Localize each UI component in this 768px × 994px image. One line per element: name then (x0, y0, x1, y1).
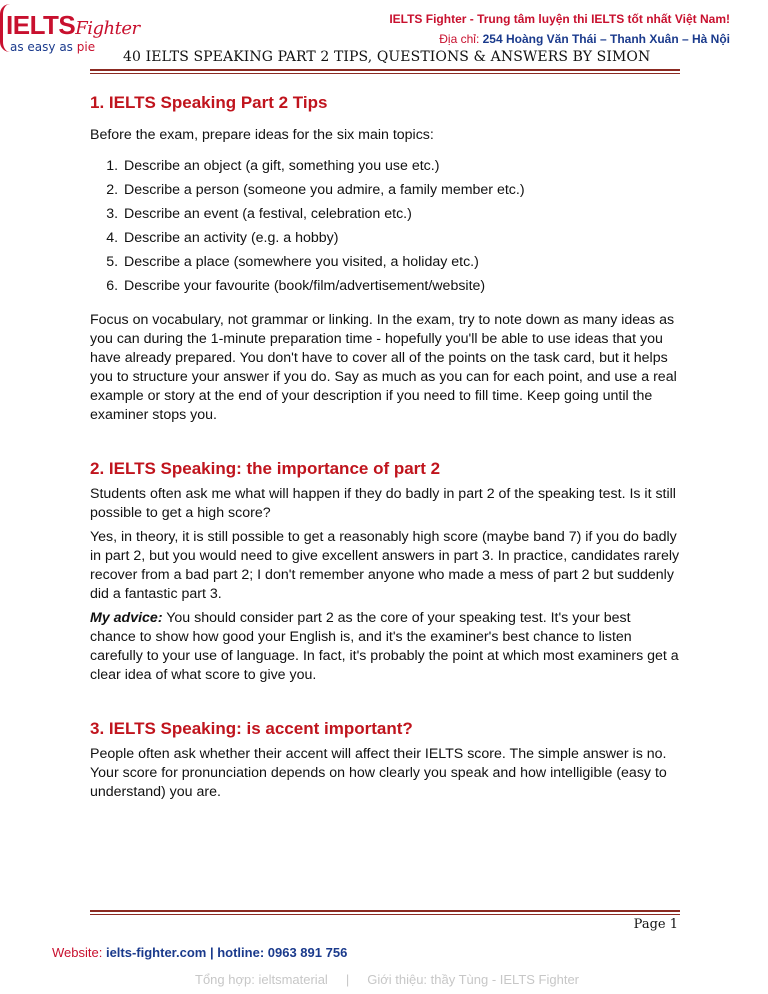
document-title: 40 IELTS SPEAKING PART 2 TIPS, QUESTIONS & ANSWERS BY SIMON (123, 49, 651, 65)
footer-contact: Website: ielts-fighter.com | hotline: 0963 891 756 (52, 945, 348, 960)
header-slogan: IELTS Fighter - Trung tâm luyện thi IELTS tốt nhất Việt Nam! (389, 12, 730, 26)
section-3-p1: People often ask whether their accent will affect their IELTS score. The simple answer is no. Your score for pronunciation depends on how clearly you speak and how intelligible (easy to understand) you are. (90, 746, 667, 800)
list-item: 3. Describe an event (a festival, celebration etc.) (122, 202, 680, 226)
page-number: Page 1 (633, 917, 678, 932)
list-item: 6. Describe your favourite (book/film/advertisement/website) (122, 274, 680, 298)
main-content (90, 92, 680, 802)
section-2-p1: Students often ask me what will happen if they do badly in part 2 of the speaking test. Is it still possible to get a high score? (90, 486, 676, 521)
section-1-heading: 1. IELTS Speaking Part 2 Tips (90, 93, 328, 112)
section-2-advice: My advice: You should consider part 2 as the core of your speaking test. It's your best chance to show how good your English is, and it's the examiner's best chance to listen carefully to your use of language. In fact, it's probably the point at which most examiners get a clear idea of what score to give you. (90, 610, 679, 683)
list-item: 5. Describe a place (somewhere you visited, a holiday etc.) (122, 250, 680, 274)
section-2-p2: Yes, in theory, it is still possible to get a reasonably high score (maybe band 7) if you do badly in part 2, but you would need to give excellent answers in part 3. In practice, candidates rarely recover from a bad part 2; I don't remember anyone who made a mess of part 2 but suddenly did a fantastic part 3. (90, 529, 680, 602)
list-item: 1. Describe an object (a gift, something you use etc.) (122, 154, 680, 178)
list-item: 2. Describe a person (someone you admire, a family member etc.) (122, 178, 680, 202)
section-2-heading: 2. IELTS Speaking: the importance of part 2 (90, 459, 441, 478)
footer-rule (90, 910, 680, 912)
section-1-body: Focus on vocabulary, not grammar or linking. In the exam, try to note down as many ideas as you can during the 1-minute preparation time - hopefully you'll be able to use ideas that you have already prepared. You don't have to cover all of the points on the task card, but it helps you to structure your answer if you do. Say as much as you can for each point, and use a real example or story at the end of your description if you need to fill time. Keep going until the examiner stops you. (90, 312, 677, 423)
topic-list (90, 154, 680, 298)
list-item: 4. Describe an activity (e.g. a hobby) (122, 226, 680, 250)
header-rule-thin (90, 73, 680, 74)
footer-rule-thin (90, 914, 680, 915)
logo-wordmark: IELTSFighter (6, 10, 140, 40)
section-1-intro: Before the exam, prepare ideas for the six main topics: (90, 127, 434, 143)
brand-logo (0, 0, 140, 60)
footer-credits: Tổng hợp: ieltsmaterial | Giới thiệu: thầy Tùng - IELTS Fighter (195, 972, 580, 987)
header-address: Địa chỉ: 254 Hoàng Văn Thái – Thanh Xuân – Hà Nội (439, 32, 730, 46)
header-rule (90, 69, 680, 71)
section-3-heading: 3. IELTS Speaking: is accent important? (90, 719, 413, 738)
logo-tagline: as easy as pie (10, 40, 96, 54)
advice-label: My advice: (90, 610, 163, 626)
header-info (389, 12, 730, 46)
